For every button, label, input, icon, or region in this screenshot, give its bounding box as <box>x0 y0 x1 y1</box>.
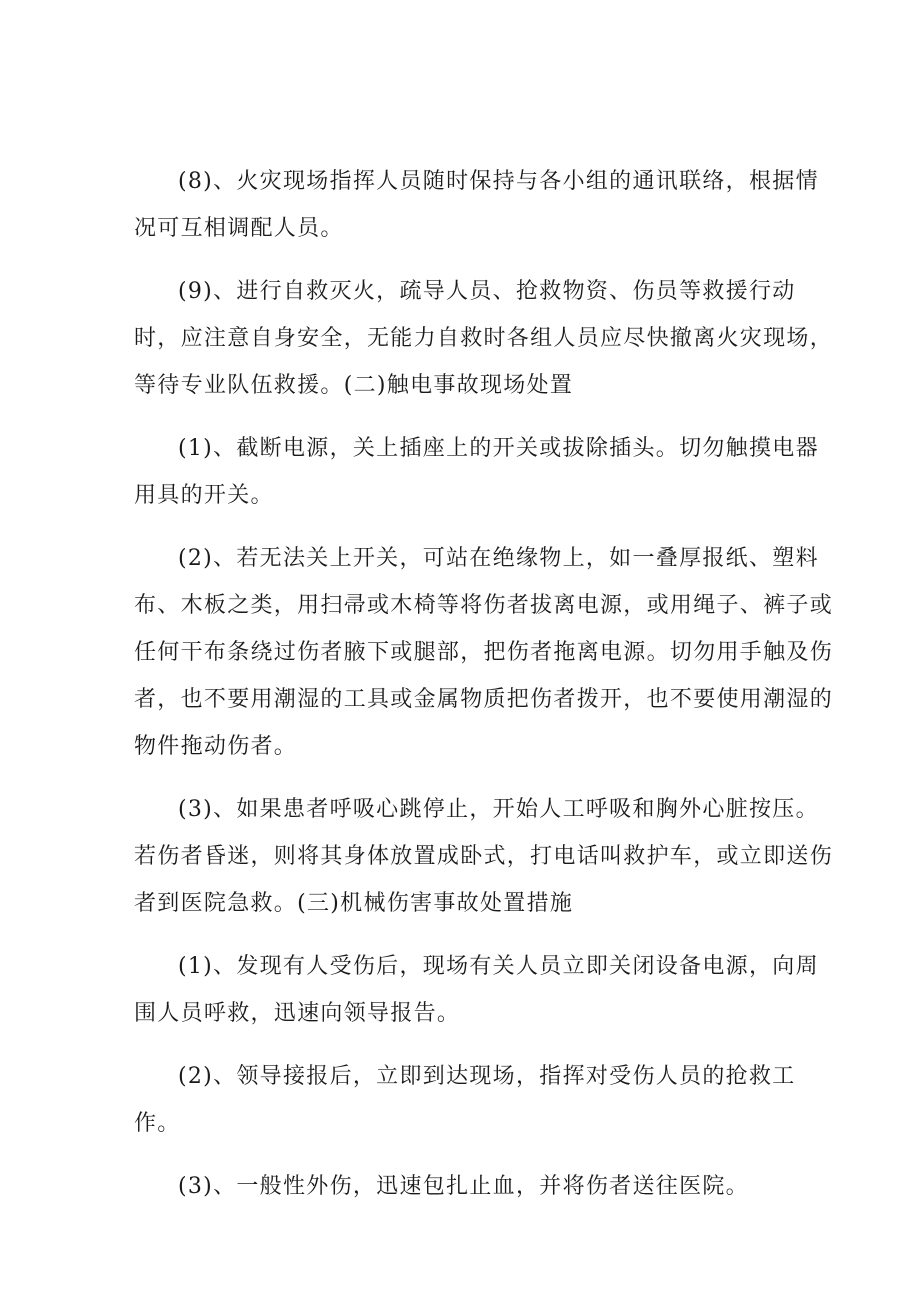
paragraph-mechanical-2: (2)、领导接报后，立即到达现场，指挥对受伤人员的抢救工作。 <box>134 1064 796 1136</box>
paragraph-fire-8: (8)、火灾现场指挥人员随时保持与各小组的通讯联络，根据情况可互相调配人员。 <box>134 169 819 241</box>
paragraph-mechanical-3: (3)、一般性外伤，迅速包扎止血，并将伤者送往医院。 <box>178 1174 749 1199</box>
paragraph-fire-9: (9)、进行自救灭火，疏导人员、抢救物资、伤员等救援行动时，应注意自身安全，无能力自救时各组人员应尽快撤离火灾现场，等待专业队伍救援。(二)触电事故现场处置 <box>134 279 834 398</box>
paragraph-electric-2: (2)、若无法关上开关，可站在绝缘物上，如一叠厚报纸、塑料布、木板之类，用扫帚或木椅等将伤者拔离电源，或用绳子、裤子或任何干布条绕过伤者腋下或腿部，把伤者拖离电源。切勿用手触及伤者，也不要用潮湿的工具或金属物质把伤者拨开，也不要使用潮湿的物件拖动伤者。 <box>134 546 834 759</box>
paragraph-electric-3: (3)、如果患者呼吸心跳停止，开始人工呼吸和胸外心脏按压。若伤者昏迷，则将其身体放置成卧式，打电话叫救护车，或立即送伤者到医院急救。(三)机械伤害事故处置措施 <box>134 797 834 916</box>
document-body <box>134 158 834 1226</box>
paragraph-electric-1: (1)、截断电源，关上插座上的开关或拔除插头。切勿触摸电器用具的开关。 <box>134 436 819 508</box>
paragraph-mechanical-1: (1)、发现有人受伤后，现场有关人员立即关闭设备电源，向周围人员呼救，迅速向领导报告。 <box>134 954 819 1026</box>
